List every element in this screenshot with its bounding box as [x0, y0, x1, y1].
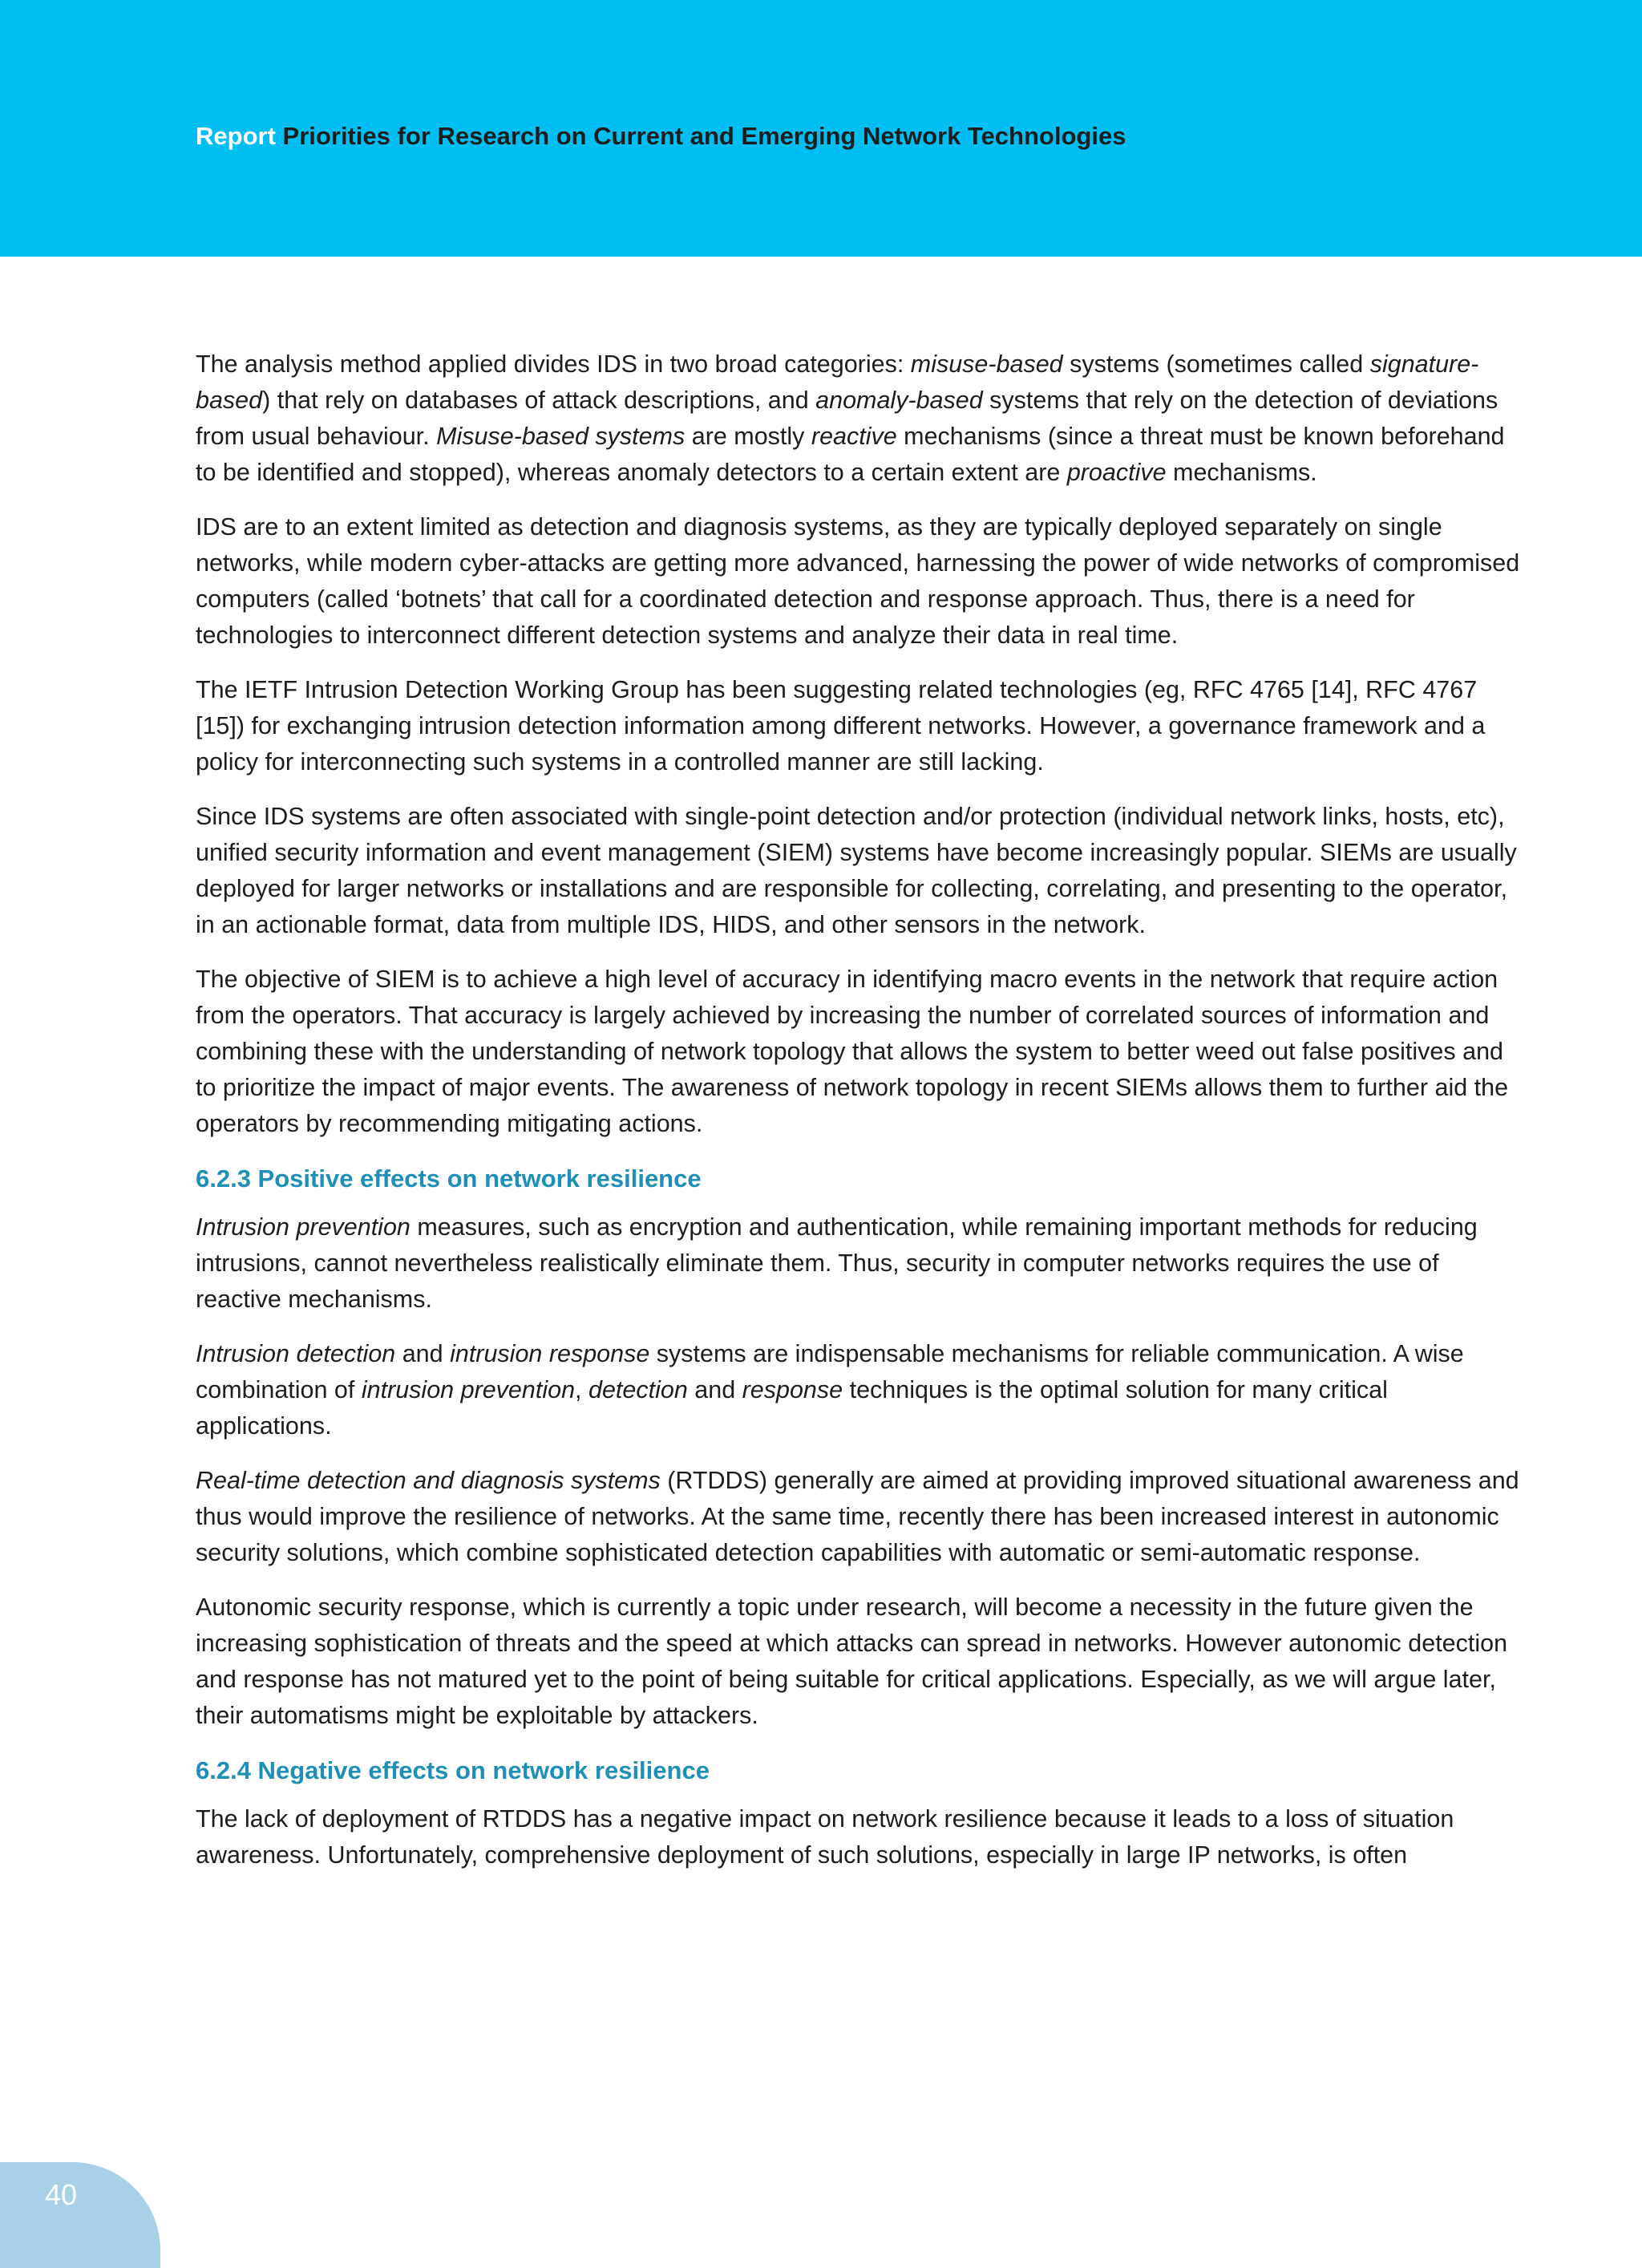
text-run: The analysis method applied divides IDS in two broad categories: [196, 350, 911, 378]
italic-term: Intrusion prevention [196, 1213, 410, 1241]
text-run: mechanisms (since a threat must be known beforehand to be identified and stopped), whereas anomaly detectors to a certain extent are [196, 423, 1505, 486]
text-run: mechanisms. [1166, 459, 1317, 486]
paragraph-lack-of-deployment: The lack of deployment of RTDDS has a negative impact on network resilience because it leads to a loss of situation awareness. Unfortunately, comprehensive deployment of such solutions, especially in large IP networks, is often [196, 1805, 1454, 1869]
paragraph-intrusion-detection [196, 1336, 1528, 1444]
section-heading-negative: 6.2.4 Negative effects on network resilience [196, 1756, 710, 1784]
text-run: ) that rely on databases of attack descriptions, and [262, 387, 816, 414]
italic-term: response [742, 1376, 843, 1403]
italic-term: misuse-based [910, 350, 1063, 378]
paragraph-autonomic: Autonomic security response, which is currently a topic under research, will become a necessity in the future given the increasing sophistication of threats and the speed at which attacks can spread in networks. However autonomic detection and response has not matured yet to the point of being suitable for critical applications. Especially, as we will argue later, their automatisms might be exploitable by attackers. [196, 1594, 1508, 1729]
paragraph-ids-categories [196, 346, 1528, 491]
italic-term: intrusion response [450, 1340, 650, 1367]
italic-term: signature-based [196, 350, 1479, 414]
italic-term: reactive [811, 423, 897, 450]
italic-term: Intrusion detection [196, 1340, 396, 1367]
text-run: techniques is the optimal solution for many critical applications. [196, 1376, 1388, 1440]
paragraph-ietf: The IETF Intrusion Detection Working Group has been suggesting related technologies (eg, RFC 4765 [14], RFC 4767 [15]) for exchanging intrusion detection information among different networks. However, a governance framework and a policy for interconnecting such systems in a controlled manner are still lacking. [196, 676, 1486, 776]
running-header [196, 120, 1126, 152]
text-run: , [575, 1376, 588, 1403]
paragraph-intrusion-prevention [196, 1209, 1528, 1318]
header-title: Priorities for Research on Current and Emerging Network Technologies [282, 122, 1126, 150]
text-run: systems (sometimes called [1062, 350, 1370, 378]
text-run: and [687, 1376, 742, 1403]
header-kicker: Report [196, 122, 276, 150]
italic-term: detection [588, 1376, 688, 1403]
text-run: (RTDDS) generally are aimed at providing improved situational awareness and thus would improve the resilience of networks. At the same time, recently there has been increased interest in autonomic security solutions, which combine sophisticated detection capabilities with automatic or semi-automatic response. [196, 1467, 1519, 1566]
text-run: measures, such as encryption and authentication, while remaining important methods for reducing intrusions, cannot nevertheless realistically eliminate them. Thus, security in computer networks requires the use of reactive mechanisms. [196, 1213, 1478, 1313]
italic-term: Misuse-based systems [436, 423, 686, 450]
text-run: are mostly [685, 423, 811, 450]
italic-term: Real-time detection and diagnosis systems [196, 1467, 661, 1494]
page-number-tab [0, 2162, 160, 2268]
section-heading-positive: 6.2.3 Positive effects on network resilience [196, 1164, 702, 1193]
body-text [196, 346, 1528, 1892]
text-run: systems that rely on the detection of deviations from usual behaviour. [196, 387, 1498, 450]
paragraph-ids-limits: IDS are to an extent limited as detection and diagnosis systems, as they are typically deployed separately on single networks, while modern cyber-attacks are getting more advanced, harnessing the power of wide networks of compromised computers (called ‘botnets’ that call for a coordinated detection and response approach. Thus, there is a need for technologies to interconnect different detection systems and analyze their data in real time. [196, 513, 1520, 649]
page-number: 40 [45, 2178, 78, 2211]
text-run: and [395, 1340, 451, 1367]
paragraph-siem-objective: The objective of SIEM is to achieve a high level of accuracy in identifying macro events in the network that require action from the operators. That accuracy is largely achieved by increasing the number of correlated sources of information and combining these with the understanding of network topology that allows the system to better weed out false positives and to prioritize the impact of major events. The awareness of network topology in recent SIEMs allows them to further aid the operators by recommending mitigating actions. [196, 966, 1509, 1137]
italic-term: intrusion prevention [361, 1376, 576, 1403]
paragraph-siem-intro: Since IDS systems are often associated with single-point detection and/or protection (individual network links, hosts, etc), unified security information and event management (SIEM) systems have become increasingly popular. SIEMs are usually deployed for larger networks or installations and are responsible for collecting, correlating, and presenting to the operator, in an actionable format, data from multiple IDS, HIDS, and other sensors in the network. [196, 803, 1517, 938]
paragraph-rtdds [196, 1463, 1528, 1571]
italic-term: proactive [1066, 459, 1167, 486]
italic-term: anomaly-based [815, 387, 983, 414]
text-run: systems are indispensable mechanisms for reliable communication. A wise combination of [196, 1340, 1464, 1403]
